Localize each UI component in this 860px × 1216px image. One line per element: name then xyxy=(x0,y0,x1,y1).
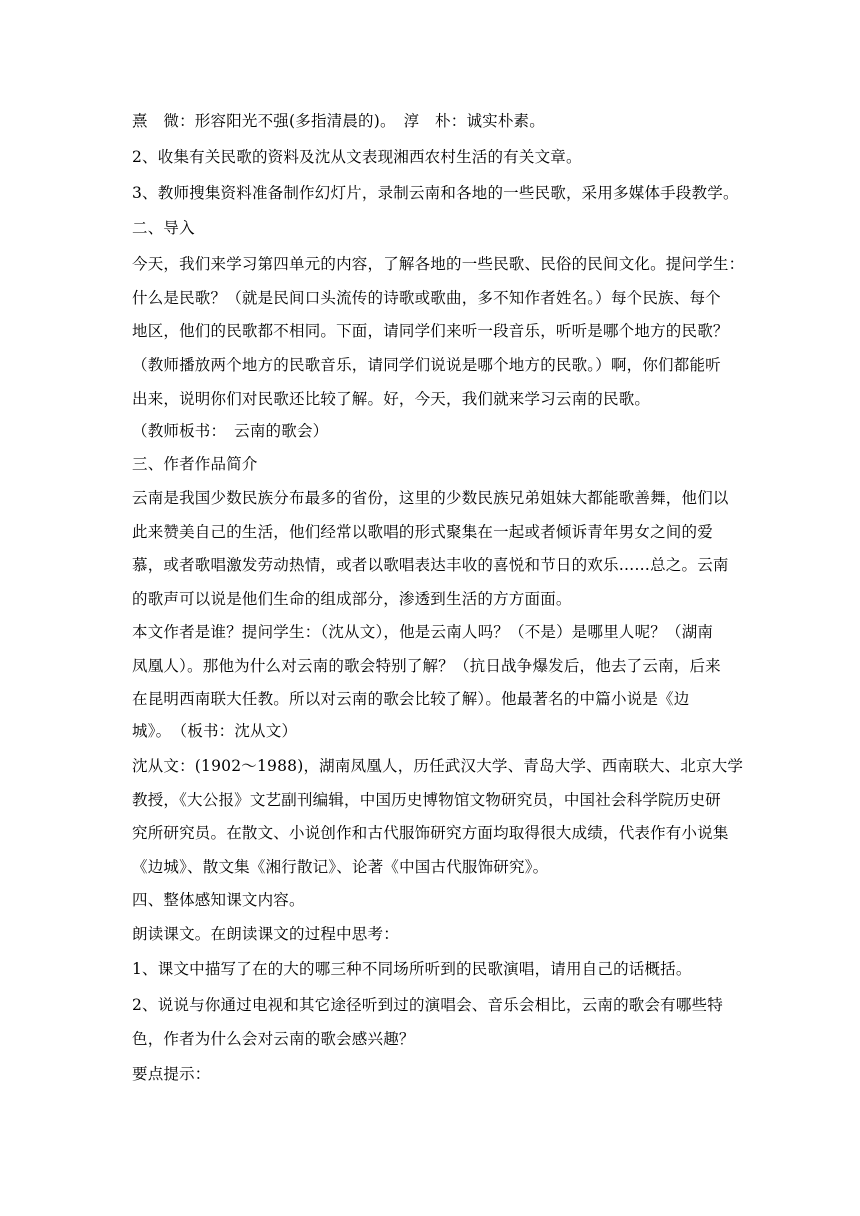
text-line: 究所研究员。在散文、小说创作和古代服饰研究方面均取得很大成绩，代表作有小说集 xyxy=(132,824,729,842)
section-heading: 二、导入 xyxy=(132,219,195,237)
section-heading: 四、整体感知课文内容。 xyxy=(132,891,305,909)
text-line: 2、说说与你通过电视和其它途径听到过的演唱会、音乐会相比，云南的歌会有哪些特 xyxy=(132,996,723,1014)
text-line: 教授，《大公报》文艺副刊编辑，中国历史博物馆文物研究员，中国社会科学院历史研 xyxy=(132,791,721,809)
text-line: 地区，他们的民歌都不相同。下面，请同学们来听一段音乐，听听是哪个地方的民歌？ xyxy=(132,322,729,340)
text-line: 什么是民歌？（就是民间口头流传的诗歌或歌曲，多不知作者姓名。）每个民族、每个 xyxy=(132,289,721,307)
text-line: 色，作者为什么会对云南的歌会感兴趣？ xyxy=(132,1030,415,1048)
text-line: （教师板书： 云南的歌会） xyxy=(132,422,329,440)
text-line: 《边城》、散文集《湘行散记》、论著《中国古代服饰研究》。 xyxy=(132,858,549,876)
text-line: 出来，说明你们对民歌还比较了解。好，今天，我们就来学习云南的民歌。 xyxy=(132,390,651,408)
text-line: 熹 微：形容阳光不强(多指清晨的)。 淳 朴：诚实朴素。 xyxy=(132,112,545,130)
text-line: 在昆明西南联大任教。所以对云南的歌会比较了解）。他最著名的中篇小说是《边 xyxy=(132,690,690,708)
text-line: 慕，或者歌唱激发劳动热情，或者以歌唱表达丰收的喜悦和节日的欢乐……总之。云南 xyxy=(132,556,729,574)
text-line: 3、教师搜集资料准备制作幻灯片，录制云南和各地的一些民歌，采用多媒体手段教学。 xyxy=(132,184,739,202)
text-line: 本文作者是谁？提问学生：（沈从文），他是云南人吗？（不是）是哪里人呢？（湖南 xyxy=(132,623,714,641)
text-line: 2、收集有关民歌的资料及沈从文表现湘西农村生活的有关文章。 xyxy=(132,148,582,166)
text-line: 凤凰人）。那他为什么对云南的歌会特别了解？（抗日战争爆发后，他去了云南，后来 xyxy=(132,657,721,675)
text-line: 的歌声可以说是他们生命的组成部分，渗透到生活的方方面面。 xyxy=(132,590,572,608)
text-line: 沈从文：(1902～1988)，湖南凤凰人，历任武汉大学、青岛大学、西南联大、北京大学 xyxy=(132,757,744,775)
text-line: 1、课文中描写了在的大的哪三种不同场所听到的民歌演唱，请用自己的话概括。 xyxy=(132,960,692,978)
text-line: 城》。 （板书：沈从文） xyxy=(132,722,298,740)
text-line: 云南是我国少数民族分布最多的省份，这里的少数民族兄弟姐妹大都能歌善舞，他们以 xyxy=(132,489,729,507)
text-line: 此来赞美自己的生活，他们经常以歌唱的形式聚集在一起或者倾诉青年男女之间的爱 xyxy=(132,523,713,541)
section-heading: 三、作者作品简介 xyxy=(132,455,258,473)
text-line: 要点提示： xyxy=(132,1065,211,1083)
text-line: 今天，我们来学习第四单元的内容，了解各地的一些民歌、民俗的民间文化。提问学生： xyxy=(132,255,745,273)
text-line: （教师播放两个地方的民歌音乐，请同学们说说是哪个地方的民歌。）啊，你们都能听 xyxy=(132,356,721,374)
text-line: 朗读课文。在朗读课文的过程中思考： xyxy=(132,925,399,943)
